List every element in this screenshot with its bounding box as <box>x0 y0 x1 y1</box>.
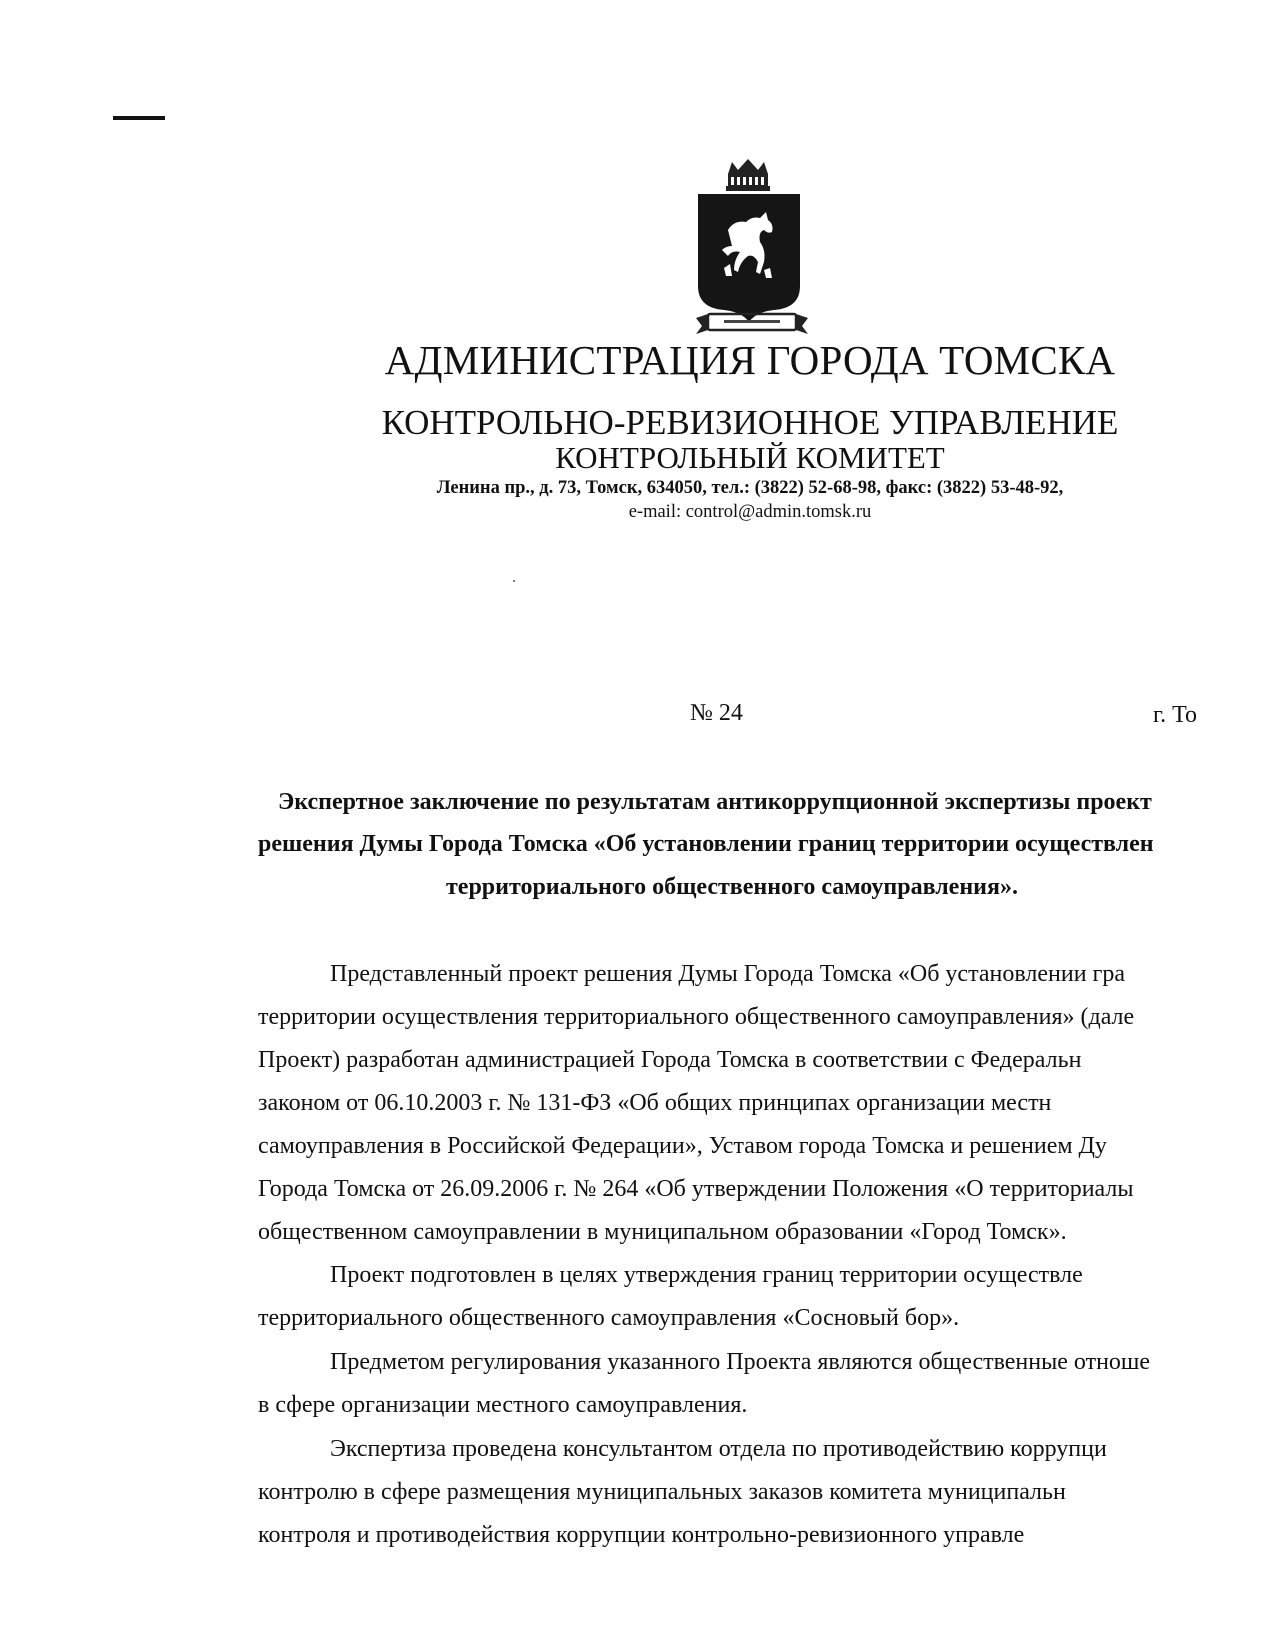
body-line: Проект подготовлен в целях утверждения границ территории осуществле <box>330 1262 1083 1288</box>
committee-title: КОНТРОЛЬНЫЙ КОМИТЕТ <box>555 440 945 475</box>
department-title: КОНТРОЛЬНО-РЕВИЗИОННОЕ УПРАВЛЕНИЕ <box>381 403 1119 442</box>
body-line: контролю в сфере размещения муниципальных заказов комитета муниципальн <box>258 1479 1066 1505</box>
document-city: г. То <box>1153 702 1197 728</box>
crown-icon <box>726 159 770 191</box>
shield-icon <box>698 194 800 322</box>
coat-of-arms-icon <box>694 158 810 338</box>
contact-email: e-mail: control@admin.tomsk.ru <box>628 502 872 522</box>
body-line: территории осуществления территориального общественного самоуправления» (дале <box>258 1004 1135 1030</box>
contact-address: Ленина пр., д. 73, Томск, 634050, тел.: (3822) 52-68-98, факс: (3822) 53-48-92, <box>436 478 1064 498</box>
scan-mark <box>113 116 165 120</box>
body-line: территориального общественного самоуправления «Сосновый бор». <box>258 1305 960 1331</box>
title-line: решения Думы Города Томска «Об установлении границ территории осуществлен <box>258 831 1154 857</box>
scan-speck <box>513 580 515 582</box>
body-line: Экспертиза проведена консультантом отдела по противодействию коррупци <box>330 1436 1107 1462</box>
body-line: общественном самоуправлении в муниципальном образовании «Город Томск». <box>258 1219 1067 1245</box>
body-line: законом от 06.10.2003 г. № 131-ФЗ «Об общих принципах организации местн <box>258 1090 1052 1116</box>
body-line: Города Томска от 26.09.2006 г. № 264 «Об утверждении Положения «О территориалы <box>258 1176 1134 1202</box>
document-number: № 24 <box>690 700 743 726</box>
title-line: Экспертное заключение по результатам антикоррупционной экспертизы проект <box>278 789 1152 815</box>
body-line: контроля и противодействия коррупции контрольно-ревизионного управле <box>258 1522 1025 1548</box>
body-line: Представленный проект решения Думы Города Томска «Об установлении гра <box>330 961 1126 987</box>
body-line: самоуправления в Российской Федерации», Уставом города Томска и решением Ду <box>258 1133 1107 1159</box>
body-line: Проект) разработан администрацией Города Томска в соответствии с Федеральн <box>258 1047 1082 1073</box>
administration-title: АДМИНИСТРАЦИЯ ГОРОДА ТОМСКА <box>384 337 1116 383</box>
body-line: в сфере организации местного самоуправления. <box>258 1392 748 1418</box>
title-line: территориального общественного самоуправления». <box>446 874 1018 900</box>
body-line: Предметом регулирования указанного Проекта являются общественные отноше <box>330 1349 1151 1375</box>
